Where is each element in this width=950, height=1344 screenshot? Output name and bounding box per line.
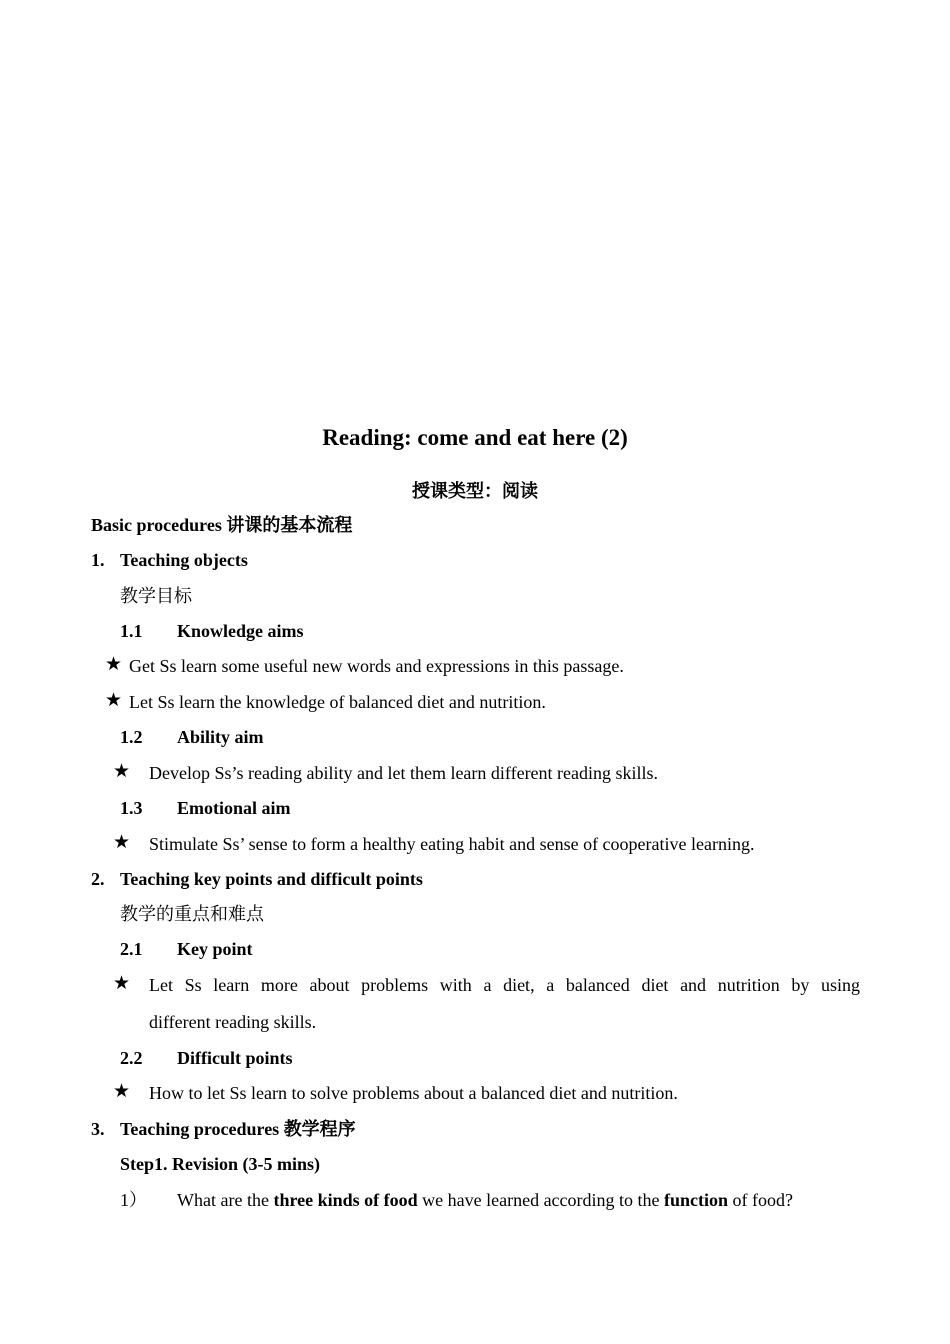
subsection-heading-emotional-aim: Emotional aim (177, 798, 291, 818)
basic-procedures-heading: Basic procedures 讲课的基本流程 (91, 515, 353, 535)
question-number: 1） (120, 1190, 147, 1210)
subsection-heading-key-point: Key point (177, 939, 253, 959)
subsection-heading-knowledge-aims: Knowledge aims (177, 621, 304, 641)
subsection-number: 1.1 (120, 621, 143, 641)
list-item: Get Ss learn some useful new words and expressions in this passage. (129, 656, 624, 676)
section-heading-cn: 教学的重点和难点 (120, 904, 264, 924)
lesson-type: 授课类型：阅读 (412, 481, 538, 501)
list-item-line: different reading skills. (149, 1012, 317, 1032)
star-bullet-icon: ★ (113, 761, 131, 782)
subsection-heading-difficult-points: Difficult points (177, 1048, 293, 1068)
section-heading-cn: 教学目标 (120, 586, 192, 606)
list-item: How to let Ss learn to solve problems about a balanced diet and nutrition. (149, 1083, 678, 1103)
list-item: Stimulate Ss’ sense to form a healthy eating habit and sense of cooperative learning. (149, 834, 755, 854)
list-item: Develop Ss’s reading ability and let them learn different reading skills. (149, 763, 659, 783)
subsection-number: 2.2 (120, 1048, 143, 1068)
subsection-number: 1.2 (120, 727, 143, 747)
section-heading-teaching-objects: Teaching objects (120, 550, 248, 570)
section-number: 3. (91, 1119, 105, 1139)
list-item-line: Let Ss learn more about problems with a diet, a balanced diet and nutrition by using (149, 975, 860, 995)
star-bullet-icon: ★ (105, 654, 123, 675)
section-number: 2. (91, 869, 105, 889)
section-heading-key-points: Teaching key points and difficult points (120, 869, 423, 889)
document-title: Reading: come and eat here (2) (322, 425, 628, 450)
star-bullet-icon: ★ (113, 832, 131, 853)
subsection-number: 2.1 (120, 939, 143, 959)
question-text: What are the three kinds of food we have learned according to the function of food? (177, 1190, 794, 1210)
subsection-heading-ability-aim: Ability aim (177, 727, 264, 747)
star-bullet-icon: ★ (105, 690, 123, 711)
section-number: 1. (91, 550, 105, 570)
step-heading: Step1. Revision (3-5 mins) (120, 1154, 321, 1174)
star-bullet-icon: ★ (113, 973, 131, 994)
star-bullet-icon: ★ (113, 1081, 131, 1102)
subsection-number: 1.3 (120, 798, 143, 818)
list-item: Let Ss learn the knowledge of balanced diet and nutrition. (129, 692, 546, 712)
section-heading-teaching-procedures: Teaching procedures 教学程序 (120, 1119, 356, 1139)
